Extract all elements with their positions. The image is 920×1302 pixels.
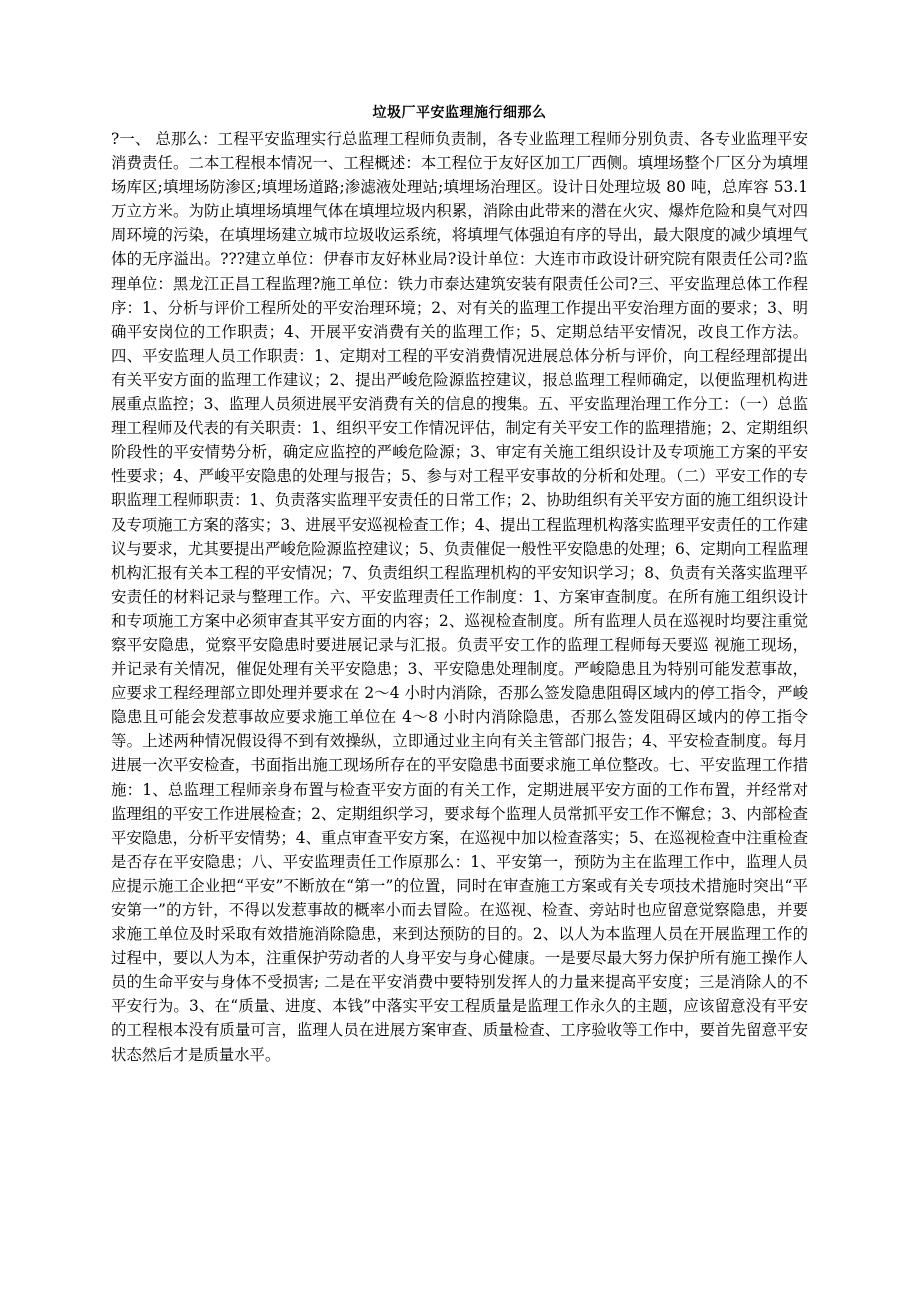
document-body: ?一、 总那么：工程平安监理实行总监理工程师负责制，各专业监理工程师分别负责、各专业监理平安消费责任。二本工程根本情况一、工程概述：本工程位于友好区加工厂西侧。填埋场整个厂区分为填埋场库区;填埋场防渗区;填埋场道路;渗滤液处理站;填埋场治理区。设计日处理垃圾 80 吨，总库容 53.1 万立方米。为防止填埋场填埋气体在填埋垃圾内积累，消除由此带来的潜在火灾、爆炸危险和臭气对四周环境的污染，在填埋场建立城市垃圾收运系统，将填埋气体强迫有序的导出，最大限度的减少填埋气体的无序溢出。???建立单位：伊春市友好林业局?设计单位：大连市市政设计研究院有限责任公司?监理单位：黑龙江正昌工程监理?施工单位：铁力市泰达建筑安装有限责任公司?三、平安监理总体工作程序：1、分析与评价工程所处的平安治理环境；2、对有关的监理工作提出平安治理方面的要求；3、明确平安岗位的工作职责；4、开展平安消费有关的监理工作；5、定期总结平安情况，改良工作方法。四、平安监理人员工作职责：1、定期对工程的平安消费情况进展总体分析与评价，向工程经理部提出有关平安方面的监理工作建议；2、提出严峻危险源监控建议，报总监理工程师确定，以便监理机构进展重点监控；3、监理人员须进展平安消费有关的信息的搜集。五、平安监理治理工作分工：（一）总监理工程师及代表的有关职责：1、组织平安工作情况评估，制定有关平安工作的监理措施；2、定期组织阶段性的平安情势分析，确定应监控的严峻危险源；3、审定有关施工组织设计及专项施工方案的平安性要求；4、严峻平安隐患的处理与报告；5、参与对工程平安事故的分析和处理。（二）平安工作的专职监理工程师职责：1、负责落实监理平安责任的日常工作；2、协助组织有关平安方面的施工组织设计及专项施工方案的落实；3、进展平安巡视检查工作；4、提出工程监理机构落实监理平安责任的工作建议与要求，尤其要提出严峻危险源监控建议；5、负责催促一般性平安隐患的处理；6、定期向工程监理机构汇报有关本工程的平安情况；7、负责组织工程监理机构的平安知识学习；8、负责有关落实监理平安责任的材料记录与整理工作。六、平安监理责任工作制度：1、方案审查制度。在所有施工组织设计和专项施工方案中必须审查其平安方面的内容；2、巡视检查制度。所有监理人员在巡视时均要注重觉察平安隐患，觉察平安隐患时要进展记录与汇报。负责平安工作的监理工程师每天要巡 视施工现场，并记录有关情况，催促处理有关平安隐患；3、平安隐患处理制度。严峻隐患且为特别可能发惹事故，应要求工程经理部立即处理并要求在 2～4 小时内消除，否那么签发隐患阻碍区域内的停工指令，严峻隐患且可能会发惹事故应要求施工单位在 4～8 小时内消除隐患，否那么签发阻碍区域内的停工指令等。上述两种情况假设得不到有效操纵，立即通过业主向有关主管部门报告；4、平安检查制度。每月进展一次平安检查，书面指出施工现场所存在的平安隐患书面要求施工单位整改。七、平安监理工作措施：1、总监理工程师亲身布置与检查平安方面的有关工作，定期进展平安方面的工作布置，并经常对监理组的平安工作进展检查；2、定期组织学习，要求每个监理人员常抓平安工作不懈怠；3、内部检查平安隐患，分析平安情势；4、重点审查平安方案，在巡视中加以检查落实；5、在巡视检查中注重检查是否存在平安隐患；八、平安监理责任工作原那么：1、平安第一，预防为主在监理工作中，监理人员应提示施工企业把“平安”不断放在“第一”的位置，同时在审查施工方案或有关专项技术措施时突出“平安第一”的方针，不得以发惹事故的概率小而去冒险。在巡视、检查、旁站时也应留意觉察隐患，并要求施工单位及时采取有效措施消除隐患，来到达预防的目的。2、以人为本监理人员在开展监理工作的过程中，要以人为本，注重保护劳动者的人身平安与身心健康。一是要尽最大努力保护所有施工操作人员的生命平安与身体不受损害; 二是在平安消费中要特别发挥人的力量来提高平安度；三是消除人的不平安行为。3、在“质量、进度、本钱”中落实平安工程质量是监理工作永久的主题，应该留意没有平安的工程根本没有质量可言，监理人员在进展方案审查、质量检查、工序验收等工作中，要首先留意平安状态然后才是质量水平。: [111, 130, 808, 1064]
document-title: 垃圾厂平安监理施行细那么: [372, 105, 547, 121]
